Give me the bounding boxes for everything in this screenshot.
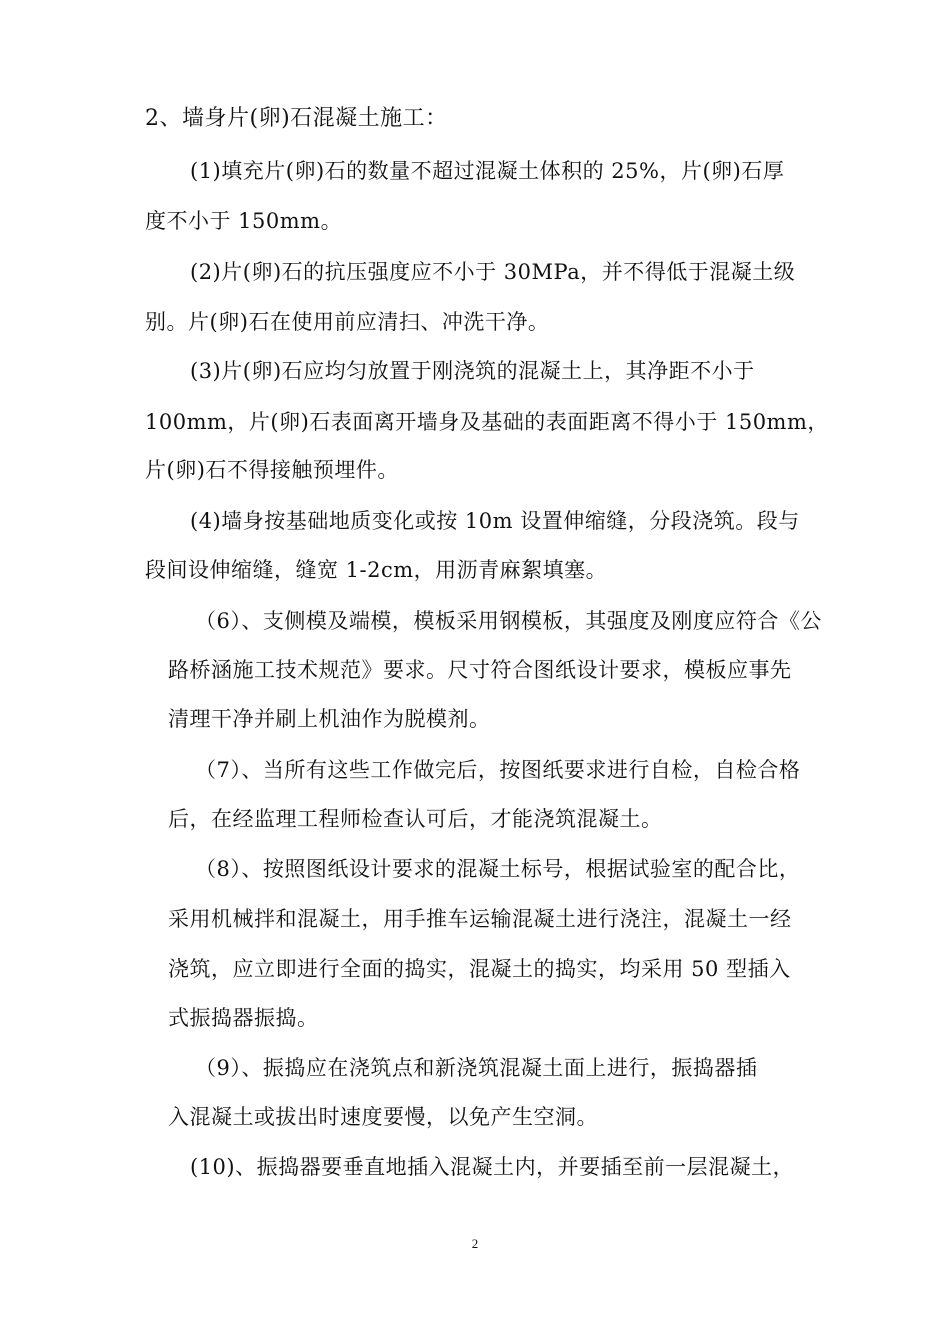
paragraph-7-line-1: （7）、当所有这些工作做完后，按图纸要求进行自检，自检合格 [195, 758, 801, 782]
paragraph-8-line-1: （8）、按照图纸设计要求的混凝土标号，根据试验室的配合比， [195, 857, 801, 881]
paragraph-6-line-1: （6）、支侧模及端模，模板采用钢模板，其强度及刚度应符合《公 [195, 609, 822, 633]
paragraph-9-line-2: 入混凝土或拔出时速度要慢，以免产生空洞。 [168, 1105, 598, 1129]
paragraph-3-line-1: (3)片(卵)石应均匀放置于刚浇筑的混凝土上，其净距不小于 [190, 359, 755, 383]
paragraph-3-line-3: 片(卵)石不得接触预埋件。 [145, 458, 399, 482]
paragraph-4-line-2: 段间设伸缩缝，缝宽 1-2cm，用沥青麻絮填塞。 [145, 558, 608, 582]
paragraph-2-line-1: (2)片(卵)石的抗压强度应不小于 30MPa，并不得低于混凝土级 [190, 260, 796, 284]
paragraph-1-line-2: 度不小于 150mm。 [145, 209, 343, 233]
paragraph-8-line-2: 采用机械拌和混凝土，用手推车运输混凝土进行浇注，混凝土一经 [168, 907, 792, 931]
paragraph-3-line-2: 100mm，片(卵)石表面离开墙身及基础的表面距离不得小于 150mm， [145, 410, 829, 434]
paragraph-8-line-3: 浇筑，应立即进行全面的捣实，混凝土的捣实，均采用 50 型插入 [168, 957, 791, 981]
paragraph-1-line-1: (1)填充片(卵)石的数量不超过混凝土体积的 25%，片(卵)石厚 [190, 159, 785, 183]
section-heading: 2、墙身片(卵)石混凝土施工： [145, 106, 448, 131]
paragraph-8-line-4: 式振捣器振捣。 [168, 1006, 319, 1030]
paragraph-10-line-1: (10)、振捣器要垂直地插入混凝土内，并要插至前一层混凝土， [190, 1155, 795, 1179]
paragraph-2-line-2: 别。片(卵)石在使用前应清扫、冲洗干净。 [145, 310, 550, 334]
page-number: 2 [471, 1236, 479, 1251]
paragraph-6-line-3: 清理干净并刷上机油作为脱模剂。 [168, 707, 491, 731]
paragraph-9-line-1: （9）、振捣应在浇筑点和新浇筑混凝土面上进行，振捣器插 [195, 1056, 758, 1080]
paragraph-4-line-1: (4)墙身按基础地质变化或按 10m 设置伸缩缝，分段浇筑。段与 [190, 509, 800, 533]
paragraph-7-line-2: 后，在经监理工程师检查认可后，才能浇筑混凝土。 [168, 807, 663, 831]
paragraph-6-line-2: 路桥涵施工技术规范》要求。尺寸符合图纸设计要求，模板应事先 [168, 658, 792, 682]
